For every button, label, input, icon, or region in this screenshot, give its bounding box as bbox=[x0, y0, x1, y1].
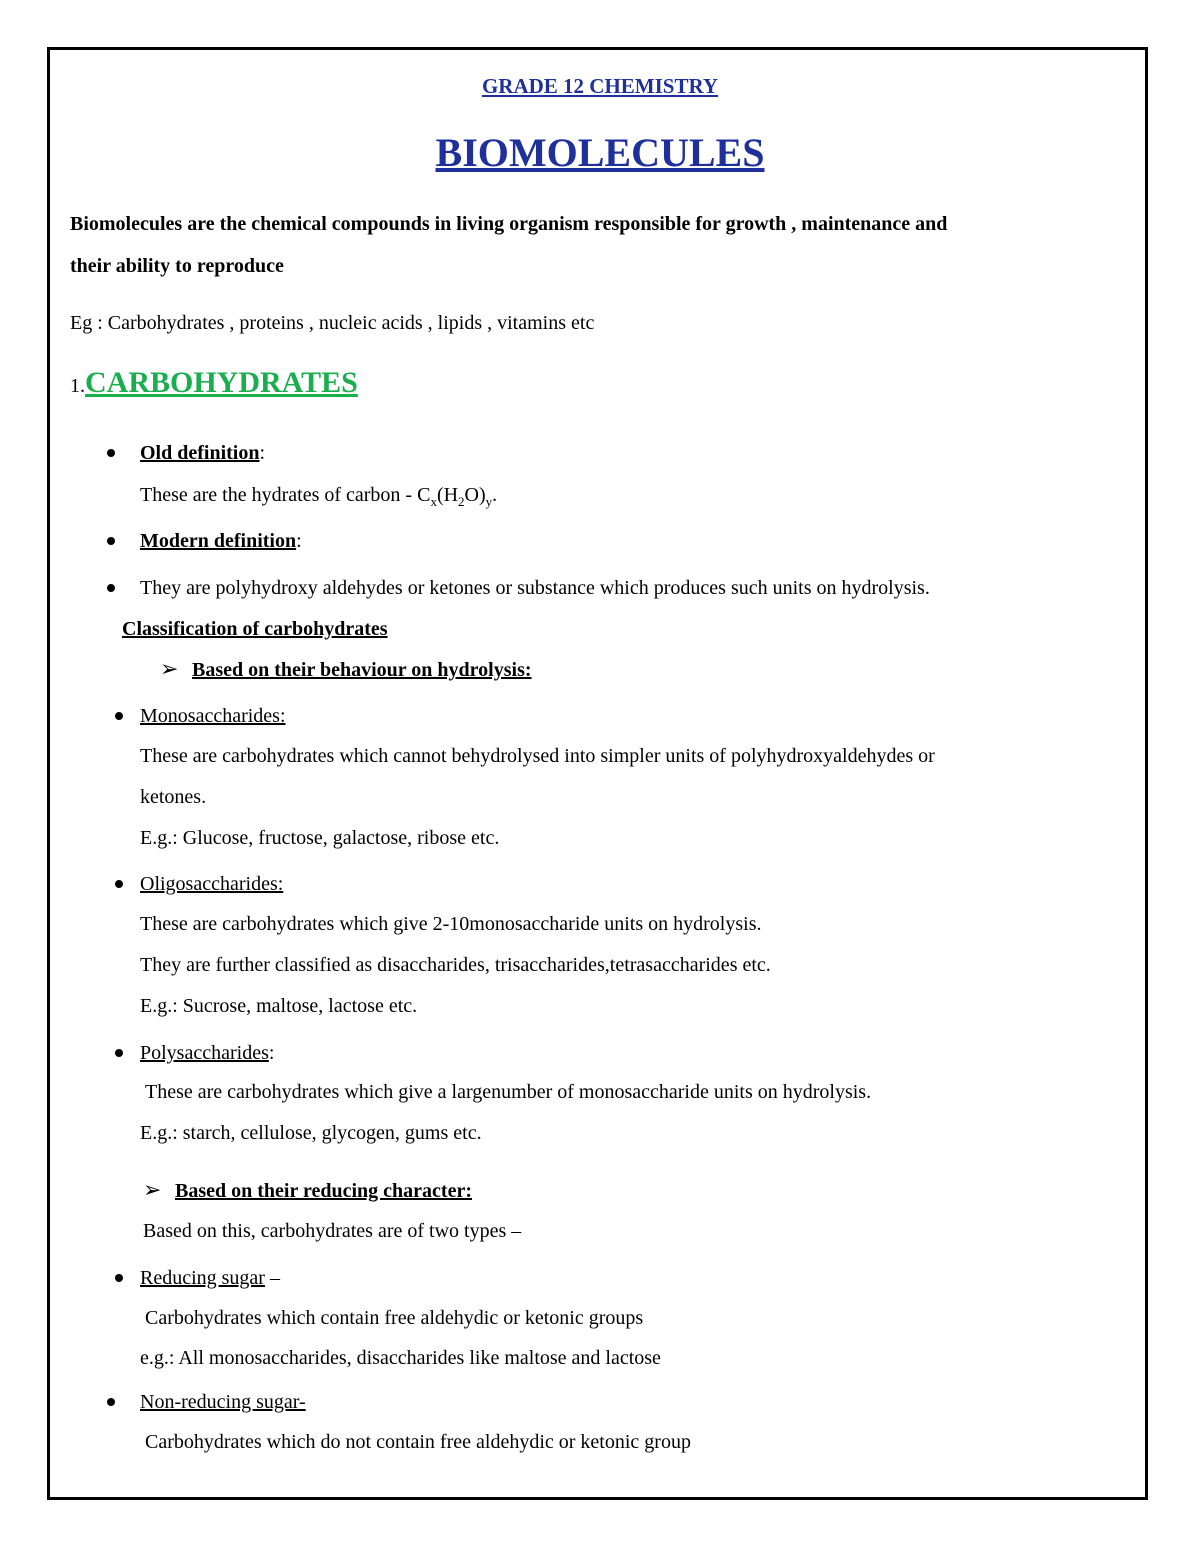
old-def-sub-x: x bbox=[430, 494, 437, 509]
intro-line-1: Biomolecules are the chemical compounds in living organism responsible for growth , maintenance and bbox=[70, 213, 948, 235]
old-definition-label bbox=[140, 441, 265, 465]
old-definition-text bbox=[140, 483, 497, 507]
grade-heading: GRADE 12 CHEMISTRY bbox=[481, 74, 719, 98]
reducing-sugar-dash: – bbox=[264, 1267, 280, 1289]
modern-definition-text: They are polyhydroxy aldehydes or ketones or substance which produces such units on hydrolysis. bbox=[140, 577, 930, 599]
bullet-icon bbox=[115, 880, 123, 888]
poly-example: E.g.: starch, cellulose, glycogen, gums etc. bbox=[140, 1122, 482, 1144]
old-def-prefix: These are the hydrates of carbon - C bbox=[140, 484, 431, 506]
reducing-example: e.g.: All monosaccharides, disaccharides like maltose and lactose bbox=[140, 1347, 661, 1369]
bullet-icon bbox=[107, 537, 115, 545]
hydrolysis-heading: Based on their behaviour on hydrolysis: bbox=[192, 659, 532, 681]
old-def-sub-2: 2 bbox=[458, 494, 465, 509]
reducing-heading: Based on their reducing character: bbox=[175, 1180, 473, 1202]
reducing-sugar-label bbox=[140, 1266, 280, 1290]
section-number: 1. bbox=[70, 375, 85, 397]
intro-line-2: their ability to reproduce bbox=[70, 255, 284, 277]
oligo-label: Oligosaccharides: bbox=[140, 873, 284, 895]
oligo-example: E.g.: Sucrose, maltose, lactose etc. bbox=[140, 995, 418, 1017]
bullet-icon bbox=[107, 449, 115, 457]
bullet-icon bbox=[107, 584, 115, 592]
oligo-line-1: These are carbohydrates which give 2-10monosaccharide units on hydrolysis. bbox=[140, 913, 762, 935]
old-def-mid1: (H bbox=[436, 484, 459, 506]
old-definition-title: Old definition bbox=[140, 442, 260, 464]
page-title: BIOMOLECULES bbox=[435, 130, 765, 175]
poly-title: Polysaccharides bbox=[140, 1042, 269, 1064]
bullet-icon bbox=[115, 1274, 123, 1282]
modern-definition-label bbox=[140, 529, 302, 553]
classification-heading: Classification of carbohydrates bbox=[122, 618, 388, 640]
section-title: CARBOHYDRATES bbox=[85, 366, 358, 399]
section-heading bbox=[70, 366, 358, 400]
old-def-sub-y: y bbox=[485, 494, 493, 509]
mono-label: Monosaccharides: bbox=[140, 705, 286, 727]
oligo-line-2: They are further classified as disaccharides, trisaccharides,tetrasaccharides etc. bbox=[140, 954, 771, 976]
nonreducing-sugar-label: Non-reducing sugar- bbox=[140, 1391, 306, 1413]
arrow-bullet-icon: ➢ bbox=[160, 656, 179, 681]
old-definition-colon: : bbox=[259, 442, 266, 464]
old-def-end: . bbox=[492, 484, 498, 506]
poly-line-1: These are carbohydrates which give a largenumber of monosaccharide units on hydrolysis. bbox=[145, 1081, 872, 1103]
reducing-intro: Based on this, carbohydrates are of two types – bbox=[143, 1220, 522, 1242]
bullet-icon bbox=[115, 1049, 123, 1057]
old-def-mid2: O) bbox=[464, 484, 486, 506]
nonreducing-line-1: Carbohydrates which do not contain free aldehydic or ketonic group bbox=[145, 1431, 691, 1453]
intro-example: Eg : Carbohydrates , proteins , nucleic acids , lipids , vitamins etc bbox=[70, 312, 595, 334]
reducing-line-1: Carbohydrates which contain free aldehydic or ketonic groups bbox=[145, 1307, 644, 1329]
poly-label bbox=[140, 1041, 274, 1065]
modern-definition-colon: : bbox=[296, 530, 302, 552]
reducing-sugar-title: Reducing sugar bbox=[140, 1267, 265, 1289]
modern-definition-title: Modern definition bbox=[140, 530, 297, 552]
mono-line-2: ketones. bbox=[140, 786, 207, 808]
mono-line-1: These are carbohydrates which cannot behydrolysed into simpler units of polyhydroxyaldehydes or bbox=[140, 745, 935, 767]
arrow-bullet-icon: ➢ bbox=[143, 1177, 162, 1202]
bullet-icon bbox=[107, 1398, 115, 1406]
poly-colon: : bbox=[268, 1042, 275, 1064]
mono-example: E.g.: Glucose, fructose, galactose, ribose etc. bbox=[140, 827, 500, 849]
bullet-icon bbox=[115, 712, 123, 720]
